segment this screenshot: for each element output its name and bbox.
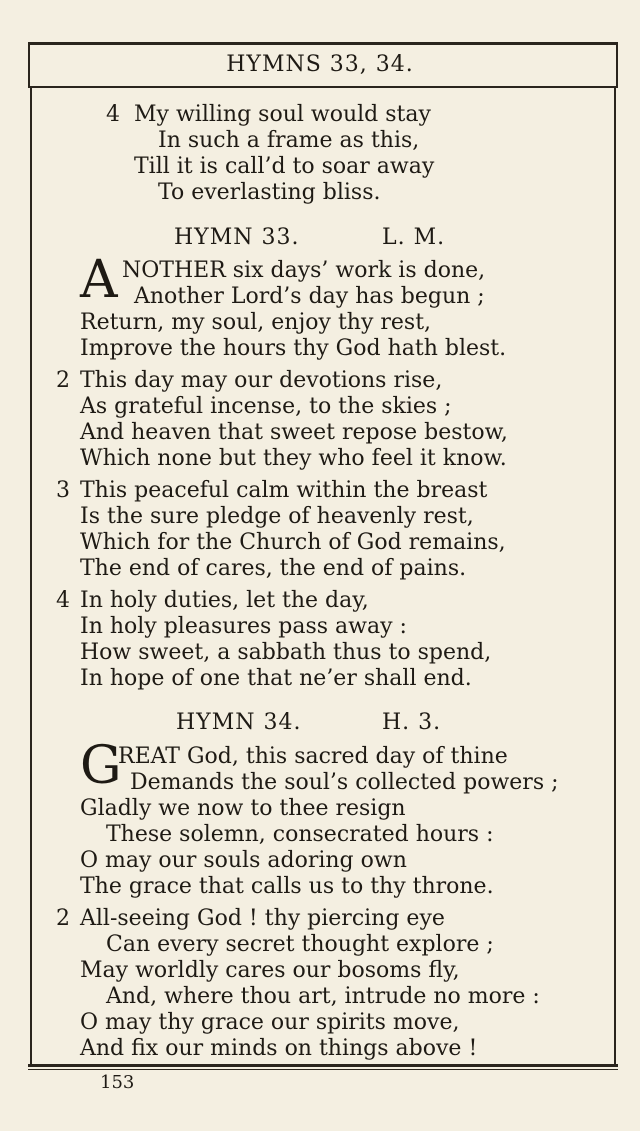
verse-line: In such a frame as this, <box>158 128 420 153</box>
verse-line: In hope of one that ne’er shall end. <box>80 666 472 691</box>
verse-line: This peaceful calm within the breast <box>80 478 488 503</box>
verse-line: All-seeing God ! thy piercing eye <box>80 906 445 931</box>
verse-line: Which for the Church of God remains, <box>80 530 506 555</box>
verse-line: May worldly cares our bosoms fly, <box>80 958 460 983</box>
verse-line: Is the sure pledge of heavenly rest, <box>80 504 474 529</box>
verse-line: This day may our devotions rise, <box>80 368 443 393</box>
stanza-number: 2 <box>56 906 70 931</box>
left-border <box>30 88 32 1064</box>
hymn-meter: L. M. <box>382 225 446 250</box>
hymn-title: HYMN 33. <box>174 225 300 250</box>
right-border <box>614 88 616 1064</box>
verse-line: To everlasting bliss. <box>158 180 381 205</box>
stanza-number: 4 <box>56 588 70 613</box>
verse-line: Improve the hours thy God hath blest. <box>80 336 507 361</box>
verse-line: O may our souls adoring own <box>80 848 407 873</box>
stanza-number: 4 <box>106 102 120 127</box>
verse-line: My willing soul would stay <box>134 102 431 127</box>
stanza-number: 2 <box>56 368 70 393</box>
verse-line: And, where thou art, intrude no more : <box>106 984 540 1009</box>
verse-line: REAT God, this sacred day of thine <box>118 744 508 769</box>
hymn-title: HYMN 34. <box>176 710 302 735</box>
verse-line: The end of cares, the end of pains. <box>80 556 467 581</box>
bottom-rule-thin <box>28 1069 618 1070</box>
verse-line: Gladly we now to thee resign <box>80 796 406 821</box>
verse-line: Another Lord’s day has begun ; <box>134 284 485 309</box>
bottom-rule <box>28 1064 618 1067</box>
page-number: 153 <box>100 1072 135 1093</box>
drop-cap: G <box>80 736 122 796</box>
verse-line: Demands the soul’s collected powers ; <box>130 770 559 795</box>
stanza-number: 3 <box>56 478 70 503</box>
verse-line: And fix our minds on things above ! <box>80 1036 478 1061</box>
verse-line: How sweet, a sabbath thus to spend, <box>80 640 492 665</box>
drop-cap: A <box>80 250 118 310</box>
verse-line: The grace that calls us to thy throne. <box>80 874 494 899</box>
verse-line: These solemn, consecrated hours : <box>106 822 494 847</box>
top-rule <box>28 42 618 45</box>
verse-line: Which none but they who feel it know. <box>80 446 507 471</box>
verse-line: In holy pleasures pass away : <box>80 614 407 639</box>
hymn-meter: H. 3. <box>382 710 442 735</box>
verse-line: And heaven that sweet repose bestow, <box>80 420 508 445</box>
verse-line: O may thy grace our spirits move, <box>80 1010 460 1035</box>
verse-line: As grateful incense, to the skies ; <box>80 394 452 419</box>
verse-line: Till it is call’d to soar away <box>134 154 435 179</box>
page-header-title: HYMNS 33, 34. <box>226 52 414 77</box>
verse-line: Return, my soul, enjoy thy rest, <box>80 310 432 335</box>
verse-line: In holy duties, let the day, <box>80 588 369 613</box>
verse-line: NOTHER six days’ work is done, <box>122 258 486 283</box>
verse-line: Can every secret thought explore ; <box>106 932 494 957</box>
header-rule <box>28 86 618 88</box>
